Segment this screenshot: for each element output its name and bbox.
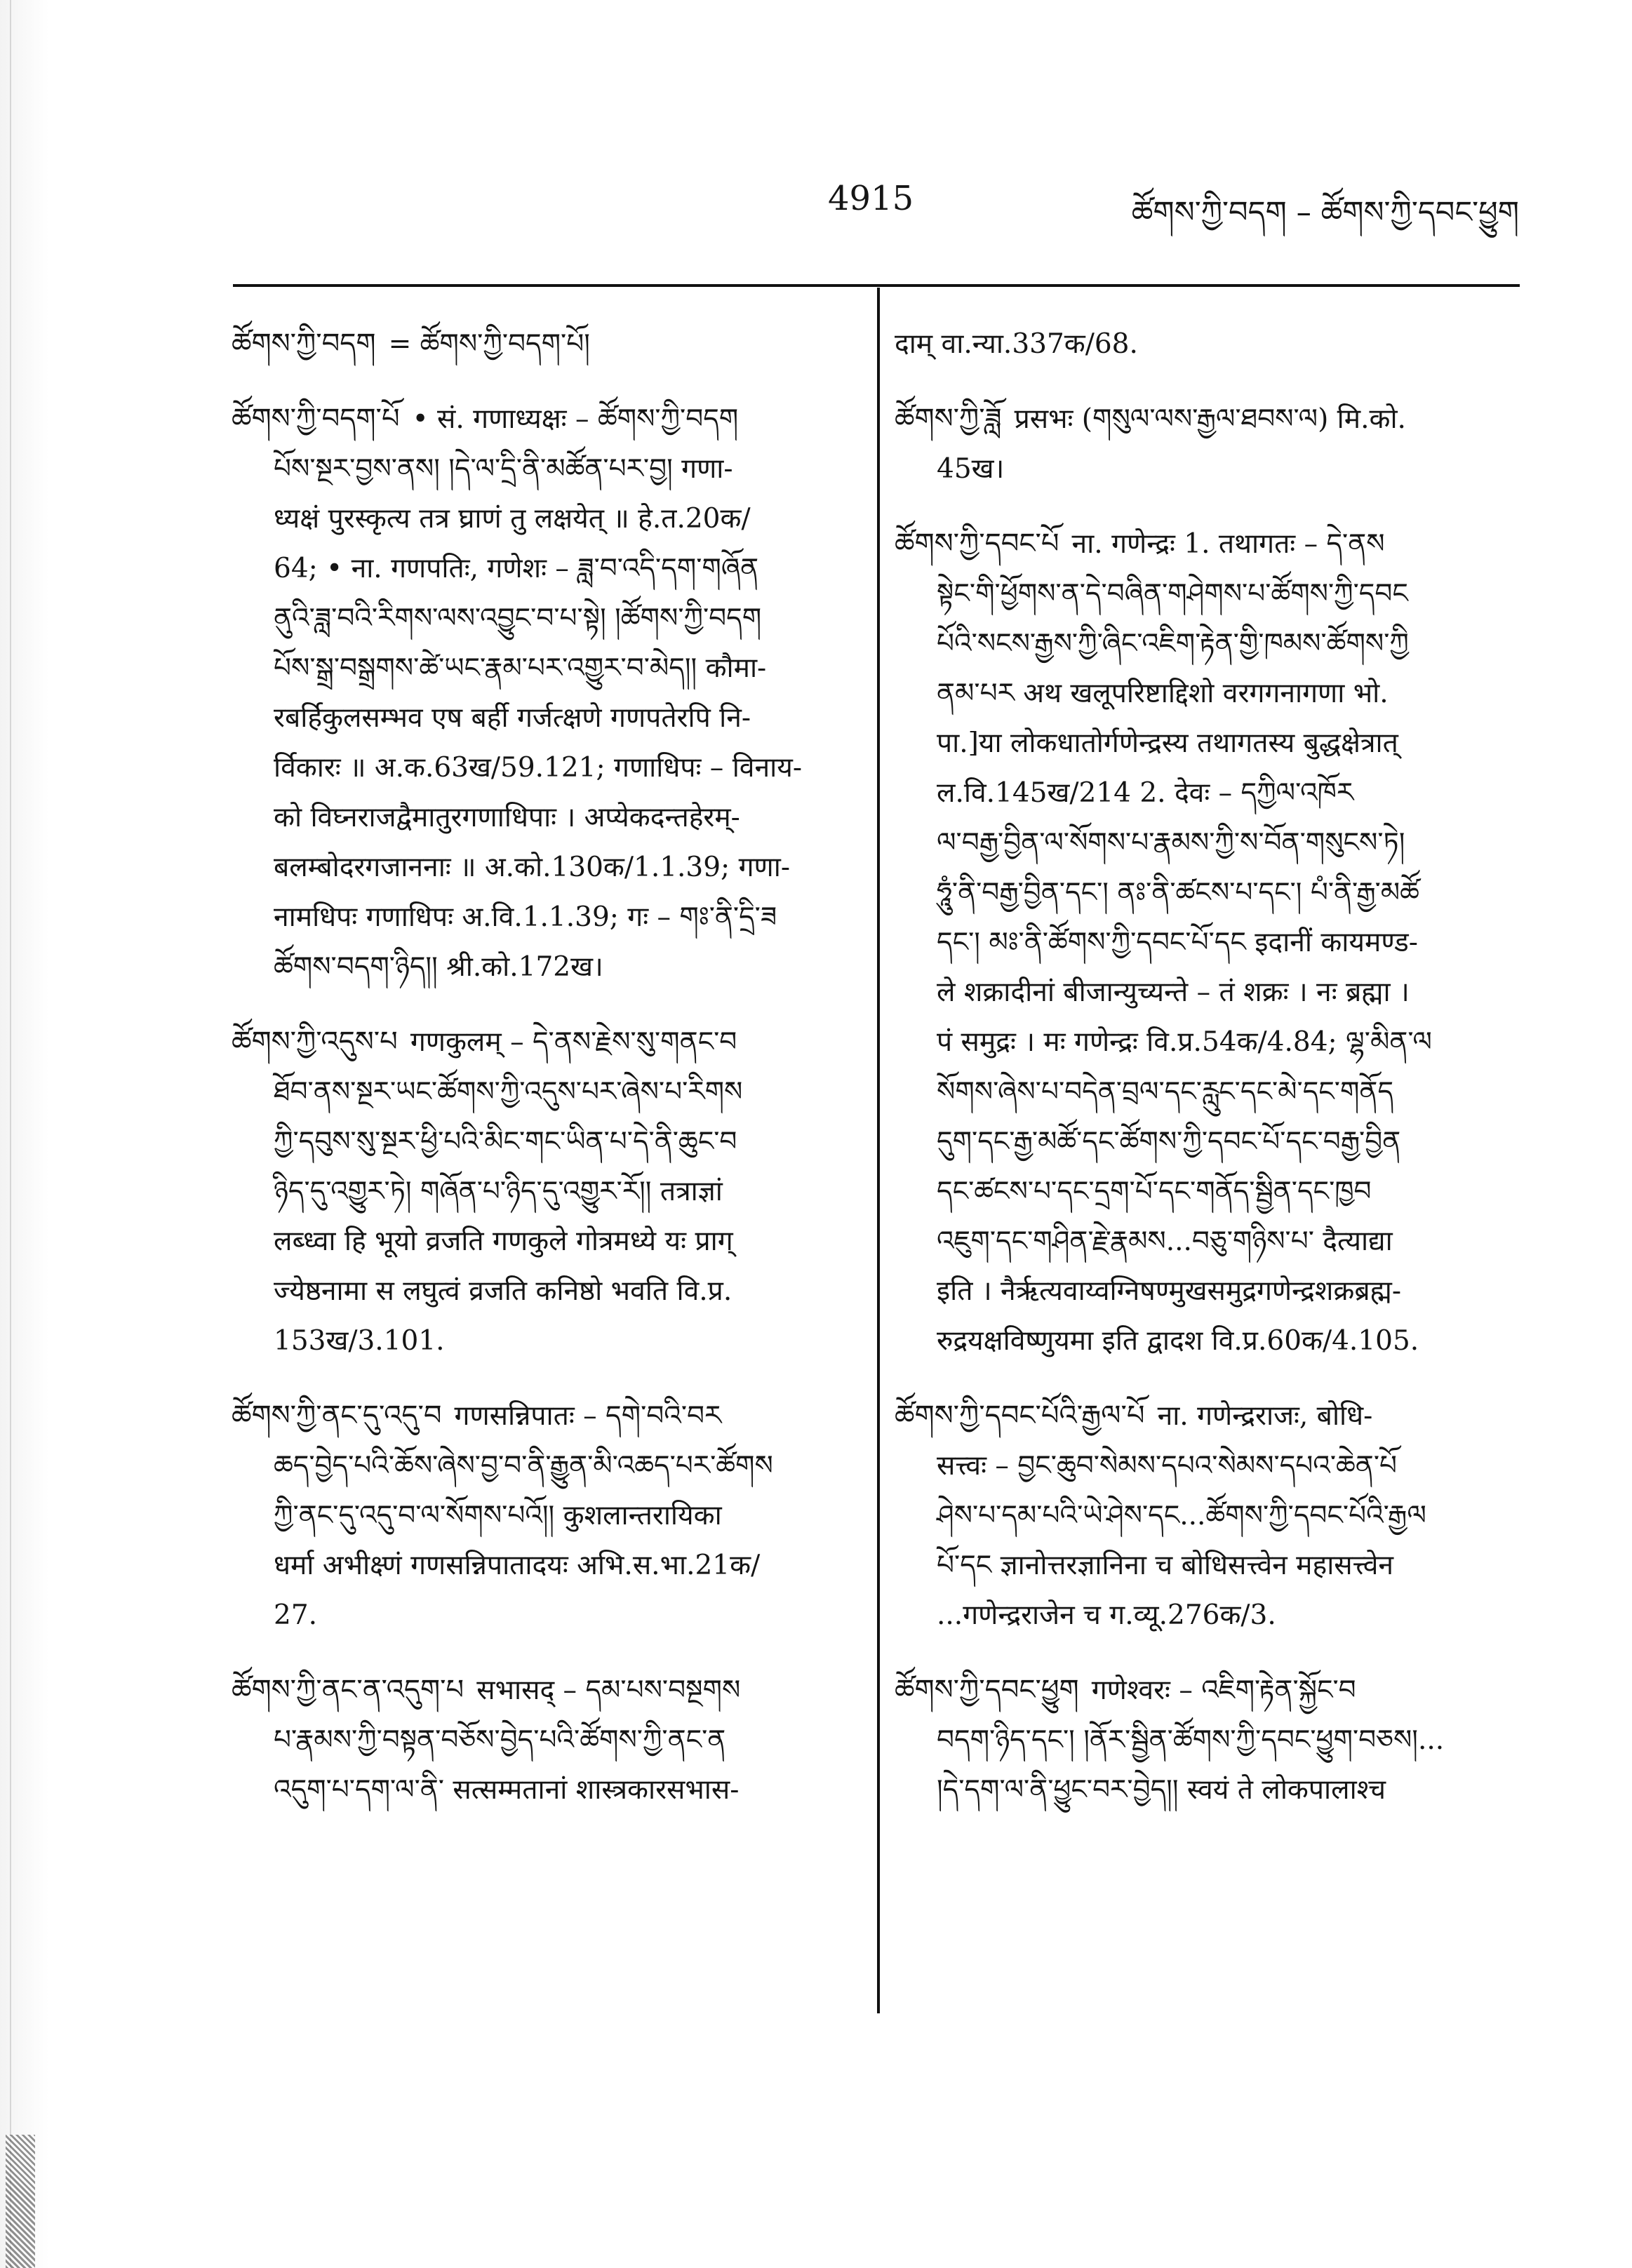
entry-line	[232, 394, 852, 444]
entry-headword: ཚོགས་ཀྱི་དབང་པོའི་རྒྱལ་པོ	[895, 1400, 1145, 1432]
entry-line	[232, 1665, 852, 1715]
entry-text: བདག་ཉིད་དང་། །ནོར་སྦྱིན་ཚོགས་ཀྱི་དབང་ཕྱུག་བཅས།...	[937, 1724, 1445, 1756]
binding-mark	[6, 2135, 35, 2268]
entry-line	[895, 868, 1512, 918]
entry-line	[895, 569, 1512, 619]
page-header	[828, 179, 1519, 242]
entry-line	[232, 593, 852, 643]
column-divider	[877, 288, 880, 2013]
entry-text: པ་རྣམས་ཀྱི་བསྟན་བཅོས་བྱེད་པའི་ཚོགས་ཀྱི་ནང་ན	[274, 1724, 726, 1756]
entry-text: ཤེས་པ་དམ་པའི་ཡེ་ཤེས་དང...ཚོགས་ཀྱི་དབང་པོའི་རྒྱལ	[937, 1500, 1426, 1531]
entry-line	[232, 643, 852, 693]
entry-text: ना. गणेन्द्रः 1. तथागतः – དེ་ནས	[1071, 528, 1385, 560]
entry-text: सत्त्वः – བྱང་ཆུབ་སེམས་དཔའ་སེམས་དཔའ་ཆེན་པོ	[937, 1450, 1398, 1482]
entry-line	[895, 1590, 1512, 1640]
entry-text: ཚོགས་བདག་ཉིད།། श्री.को.172ख।	[274, 951, 603, 983]
scan-edge	[0, 0, 49, 2268]
entry-text: धर्मा अभीक्ष्णं गणसन्निपातादयः अभि.स.भा.21क/	[274, 1550, 761, 1581]
entry-text: པོ་དང ज्ञानोत्तरज्ञानिना च बोधिसत्त्वेन महासत्त्वेन	[937, 1550, 1394, 1581]
entry-line	[895, 1167, 1512, 1216]
entry-line	[895, 1216, 1512, 1266]
entry-line	[895, 1067, 1512, 1117]
dictionary-entry	[895, 319, 1512, 369]
entry-line	[232, 1117, 852, 1167]
entry-line	[232, 1541, 852, 1590]
entry-line	[232, 843, 852, 892]
entry-text: 45ख।	[937, 453, 1005, 485]
entry-line	[895, 1017, 1512, 1067]
entry-text: पं समुद्रः । मः गणेन्द्रः वि.प्र.54क/4.84; ལྷ་མིན་ལ	[937, 1026, 1432, 1058]
entry-line	[232, 693, 852, 743]
entry-line	[895, 1765, 1512, 1815]
entry-text: ज्येष्ठनामा स लघुत्वं व्रजति कनिष्ठो भवति वि.प्र.	[274, 1275, 733, 1307]
right-column	[895, 319, 1512, 1840]
entry-text: །དེ་དག་ལ་ནི་ཕྱུང་བར་བྱེད།། स्वयं ते लोकपालाश्च	[937, 1774, 1386, 1806]
entry-text: प्रसभः (གསུལ་ལས་རྒྱལ་ཐབས་ལ) मि.को.	[1014, 403, 1406, 435]
dictionary-entry	[232, 394, 852, 992]
entry-text: लब्ध्वा हि भूयो व्रजति गणकुले गोत्रमध्ये यः प्राग्	[274, 1226, 733, 1257]
entry-line	[895, 768, 1512, 818]
entry-line	[895, 967, 1512, 1017]
left-column	[232, 319, 852, 1840]
entry-headword: ཚོགས་ཀྱི་ནང་ན་འདུག་པ	[232, 1674, 464, 1706]
entry-text: དང་། མཿ་ནི་ཚོགས་ཀྱི་དབང་པོ་དང इदानीं कायमण्ड-	[937, 927, 1418, 958]
entry-line	[895, 918, 1512, 967]
entry-line	[232, 1715, 852, 1765]
entry-headword: ཚོགས་ཀྱི་ཟློ	[895, 403, 1002, 435]
entry-text: सभासद् – དམ་པས་བསྔགས	[476, 1675, 741, 1706]
entry-text: 153ख/3.101.	[274, 1325, 445, 1357]
entry-text: ना. गणेन्द्रराजः, बोधि-	[1157, 1400, 1373, 1432]
dictionary-entry	[895, 519, 1512, 1366]
running-head: ཚོགས་ཀྱི་བདག – ཚོགས་ཀྱི་དབང་ཕྱུག	[1131, 195, 1519, 230]
entry-text: ले शक्रादीनां बीजान्युच्यन्ते – तं शक्रः । नः ब्रह्मा ।	[937, 977, 1410, 1008]
dictionary-entry	[232, 1391, 852, 1640]
entry-headword: ཚོགས་ཀྱི་ནང་དུ་འདུ་བ	[232, 1400, 442, 1432]
entry-line	[232, 743, 852, 793]
entry-text: ल.वि.145ख/214 2. देवः – དཀྱིལ་འཁོར	[937, 777, 1354, 809]
dictionary-entry	[232, 319, 852, 369]
entry-headword: ཚོགས་ཀྱི་བདག	[232, 328, 376, 360]
entry-text: པོས་སྔར་བྱས་ནས། །དེ་ལ་དྲི་ནི་མཚོན་པར་བྱ། गणा-	[274, 453, 733, 485]
header-rule	[233, 284, 1520, 287]
entry-line	[895, 1665, 1512, 1715]
entry-line	[232, 892, 852, 942]
dictionary-entry	[895, 394, 1512, 494]
entry-text: 27.	[274, 1599, 318, 1631]
entry-line	[895, 1266, 1512, 1316]
entry-line	[232, 319, 852, 369]
entry-text: ध्यक्षं पुरस्कृत्य तत्र घ्राणं तु लक्षयेत् ॥ हे.त.20क/	[274, 503, 751, 535]
entry-text: र्विकारः ॥ अ.क.63ख/59.121; गणाधिपः – विनाय-	[274, 752, 803, 784]
entry-line	[895, 444, 1512, 494]
entry-text: गणेश्वरः – འཇིག་རྟེན་སྐྱོང་བ	[1091, 1675, 1356, 1706]
entry-line	[232, 1441, 852, 1491]
entry-text: ལ་བརྒྱ་བྱིན་ལ་སོགས་པ་རྣམས་ཀྱི་ས་བོན་གསུངས་ཏེ།	[937, 827, 1405, 859]
entry-text: गणकुलम् – དེ་ནས་རྗེས་སུ་གནང་བ	[410, 1026, 737, 1058]
entry-line	[895, 1316, 1512, 1366]
entry-line	[895, 818, 1512, 868]
entry-text: 64; • ना. गणपतिः, गणेशः – ཟླ་བ་འདི་དག་གཞོན	[274, 553, 759, 584]
entry-line	[232, 494, 852, 544]
entry-text: ཧཱུཾ་ནི་བརྒྱ་བྱིན་དང་། ནཿ་ནི་ཚངས་པ་དང་། པཾ་ནི་རྒྱ་མཚོ	[937, 877, 1419, 908]
entry-text: འཇུག་དང་གཤིན་རྗེ་རྣམས...བཅུ་གཉིས་པ་ दैत्याद्या	[937, 1226, 1393, 1257]
entry-text: गणसन्निपातः – དགེ་བའི་བར	[454, 1400, 722, 1432]
entry-text: ཀྱི་ནང་དུ་འདུ་བ་ལ་སོགས་པའོ།། कुशलान्तरायिका	[274, 1500, 722, 1531]
entry-headword: ཚོགས་ཀྱི་དབང་པོ	[895, 528, 1059, 560]
entry-line	[895, 319, 1512, 369]
entry-line	[232, 1590, 852, 1640]
page-number: 4915	[828, 179, 914, 218]
entry-text: को विघ्नराजद्वैमातुरगणाधिपाः । अप्येकदन्तहेरम्-	[274, 802, 740, 833]
entry-text: रबर्हिकुलसम्भव एष बर्ही गर्जत्क्षणे गणपतेरपि नि-	[274, 702, 751, 734]
entry-text: बलम्बोदरगजाननाः ॥ अ.को.130क/1.1.39; गणा-	[274, 852, 791, 883]
entry-line	[895, 1541, 1512, 1590]
entry-line	[232, 942, 852, 992]
entry-headword: ཚོགས་ཀྱི་དབང་ཕྱུག	[895, 1674, 1079, 1706]
entry-text: ཉིད་དུ་འགྱུར་ཏེ། གཞོན་པ་ཉིད་དུ་འགྱུར་རོ།། तत्राज्ञां	[274, 1176, 723, 1207]
entry-text: པོས་སྒྲ་བསྒྲགས་ཚེ་ཡང་རྣམ་པར་འགྱུར་བ་མེད།། कौमा-	[274, 652, 767, 684]
entry-text: དུག་དང་རྒྱ་མཚོ་དང་ཚོགས་ཀྱི་དབང་པོ་དང་བརྒྱ་བྱིན	[937, 1126, 1401, 1158]
dictionary-entry	[232, 1017, 852, 1366]
entry-text: ཆད་བྱེད་པའི་ཆོས་ཞེས་བྱ་བ་ནི་རྒྱུན་མི་འཆད་པར་ཚོགས	[274, 1450, 773, 1482]
entry-line	[895, 519, 1512, 569]
entry-line	[232, 1017, 852, 1067]
entry-line	[895, 1441, 1512, 1491]
entry-line	[895, 619, 1512, 669]
entry-text: • सं. गणाध्यक्षः – ཚོགས་ཀྱི་བདག	[412, 403, 739, 435]
entry-headword: ཚོགས་ཀྱི་བདག་པོ	[232, 403, 400, 435]
entry-text: इति । नैर्ऋत्यवाय्वग्निषण्मुखसमुद्रगणेन्द्रशक्रब्रह्म-	[937, 1275, 1402, 1307]
entry-line	[895, 1391, 1512, 1441]
entry-text: ...गणेन्द्रराजेन च ग.व्यू.276क/3.	[937, 1599, 1276, 1631]
entry-line	[232, 444, 852, 494]
entry-text: སོགས་ཞེས་པ་བདེན་བྲལ་དང་རླུང་དང་མེ་དང་གནོད	[937, 1076, 1394, 1108]
entry-text: འདུག་པ་དག་ལ་ནི་ सत्सम्मतानां शास्त्रकारसभास-	[274, 1774, 740, 1806]
entry-line	[232, 1316, 852, 1366]
dictionary-entry	[895, 1391, 1512, 1640]
entry-headword: ཚོགས་ཀྱི་འདུས་པ	[232, 1026, 398, 1058]
entry-line	[232, 793, 852, 843]
entry-line	[232, 544, 852, 593]
entry-text: སྟེང་གི་ཕྱོགས་ན་དེ་བཞིན་གཤེགས་པ་ཚོགས་ཀྱི་དབང	[937, 578, 1408, 610]
dictionary-entry	[232, 1665, 852, 1815]
entry-line	[232, 1067, 852, 1117]
entry-text: ཀྱི་དབུས་སུ་སྔར་ཕྱི་པའི་མིང་གང་ཡིན་པ་དེ་ནི་ཆུང་བ	[274, 1126, 737, 1158]
dictionary-entry	[895, 1665, 1512, 1815]
entry-text: ནམ་པར अथ खलूपरिष्टाद्दिशो वरगगनागणा भो.	[937, 678, 1389, 709]
entry-line	[895, 1491, 1512, 1541]
entry-text: पा.]या लोकधातोर्गणेन्द्रस्य तथागतस्य बुद्धक्षेत्रात्	[937, 727, 1398, 759]
entry-line	[895, 394, 1512, 444]
entry-text: དང་ཚངས་པ་དང་དྲག་པོ་དང་གནོད་སྦྱིན་དང་ཁྱབ	[937, 1176, 1372, 1207]
entry-text: रुद्रयक्षविष्णुयमा इति द्वादश वि.प्र.60क/4.105.	[937, 1325, 1419, 1357]
entry-line	[232, 1391, 852, 1441]
entry-line	[895, 1117, 1512, 1167]
entry-line	[895, 1715, 1512, 1765]
entry-line	[232, 1765, 852, 1815]
entry-line	[232, 1167, 852, 1216]
entry-line	[232, 1491, 852, 1541]
entry-line	[895, 669, 1512, 718]
entry-line	[232, 1216, 852, 1266]
edge-line	[10, 0, 11, 2268]
entry-text: ནུའི་ཟླ་བའི་རིགས་ལས་འབྱུང་བ་པ་སྟེ། །ཚོགས་ཀྱི་བདག	[274, 603, 762, 634]
entry-text: ཐོབ་ནས་སྔར་ཡང་ཚོགས་ཀྱི་འདུས་པར་ཞེས་པ་རིགས	[274, 1076, 743, 1108]
entry-text: = ཚོགས་ཀྱི་བདག་པོ།	[388, 328, 590, 360]
entry-text: པོའི་སངས་རྒྱས་ཀྱི་ཞིང་འཇིག་རྟེན་གྱི་ཁམས་ཚོགས་ཀྱི	[937, 628, 1409, 659]
entry-text: नामधिपः गणाधिपः अ.वि.1.1.39; गः – གཿ་ནི་དྲི་ཟ	[274, 901, 777, 933]
entry-text: दाम् वा.न्या.337क/68.	[895, 328, 1138, 360]
entry-line	[895, 718, 1512, 768]
entry-line	[232, 1266, 852, 1316]
